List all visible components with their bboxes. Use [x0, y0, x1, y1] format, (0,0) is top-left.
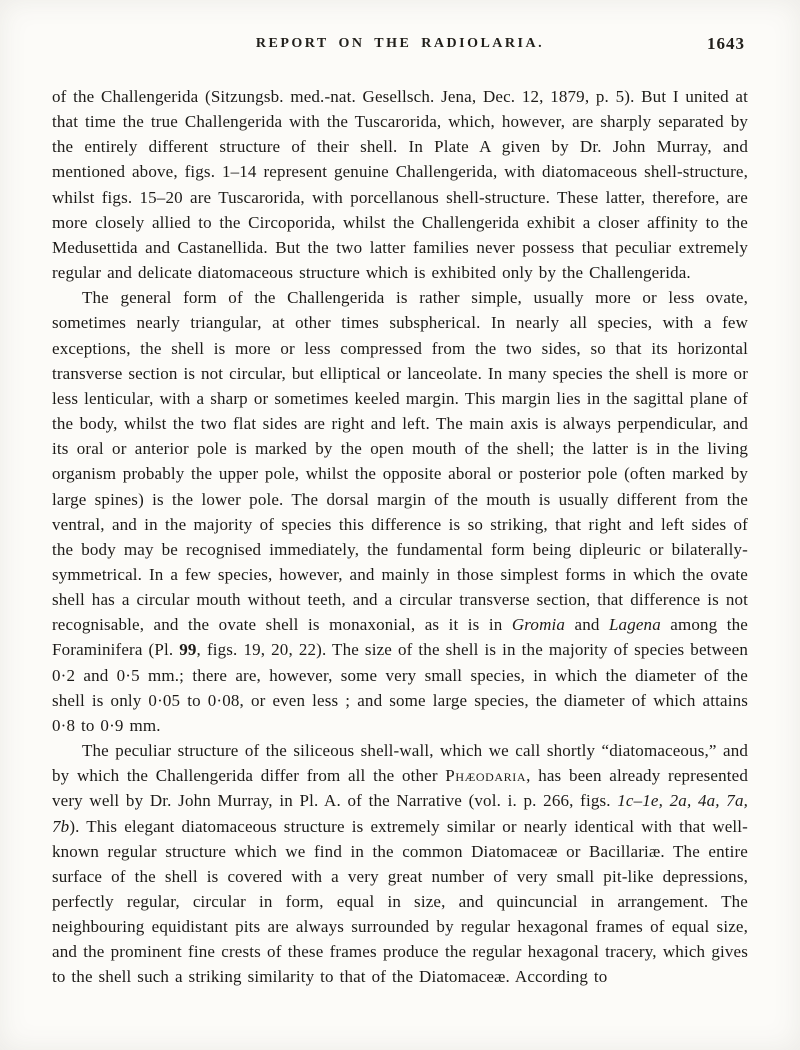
- text-run: of the Challengerida (Sitzungsb. med.-nat. Gesellsch. Jena, Dec. 12, 1879, p. 5). But I united at that time the true Challengerida with the Tuscarorida, which, however, are sharply separated by the entirely different structure of their shell. In Plate A given by Dr. John Murray, and mentioned above, figs. 1–14 represent genuine Challengerida, with diatomaceous shell-structure, whilst figs. 15–20 are Tuscarorida, with porcellanous shell-structure. These latter, therefore, are more closely allied to the Circoporida, whilst the Challengerida exhibit a closer affinity to the Medusettida and Castanellida. But the two latter families never possess that peculiar extremely regular and delicate diatomaceous structure which is exhibited only by the Challengerida.: [52, 87, 748, 283]
- text-run: The peculiar structure of the siliceous shell-wall, which we call shortly “diatomaceous,” and by which the Challengerida differ from all the other: [52, 741, 748, 786]
- text-run: among the Foraminifera (Pl.: [52, 615, 748, 660]
- paragraph: [52, 738, 748, 990]
- text-run: , has been already represented very well by Dr. John Murray, in Pl. A. of the Narrative (vol. i. p. 266, figs.: [52, 766, 748, 811]
- paragraph: [52, 84, 748, 285]
- text-run-bold: 99: [179, 640, 197, 660]
- text-run: The general form of the Challengerida is rather simple, usually more or less ovate, sometimes nearly triangular, at other times subspherical. In nearly all species, with a few exceptions, the shell is more or less compressed from the two sides, so that its horizontal transverse section is not circular, but elliptical or lanceolate. In many species the shell is more or less lenticular, with a sharp or sometimes keeled margin. This margin lies in the sagittal plane of the body, whilst the two flat sides are right and left. The main axis is always perpendicular, and its oral or anterior pole is marked by the open mouth of the shell; the latter is in the living organism probably the upper pole, whilst the opposite aboral or posterior pole (often marked by large spines) is the lower pole. The dorsal margin of the mouth is usually different from the ventral, and in the majority of species this difference is so striking, that right and left sides of the body may be recognised immediately, the fundamental form being dipleuric or bilaterally-symmetrical. In a few species, however, and mainly in those simplest forms in which the ovate shell has a circular mouth without teeth, and a circular transverse section, that difference is not recognisable, and the ovate shell is monaxonial, as it is in: [52, 288, 748, 635]
- text-run-italic: 1c–1e, 2a, 4a, 7a, 7b: [52, 791, 748, 836]
- text-run-italic: Gromia: [511, 615, 566, 635]
- page-body: [52, 84, 748, 990]
- text-run: , figs. 19, 20, 22). The size of the shell is in the majority of species between 0·2 and 0·5 mm.; there are, however, some very small species, in which the diameter of the shell is only 0·05 to 0·08, or even less ; and some large species, the diameter of which attains 0·8 to 0·9 mm.: [52, 640, 748, 735]
- page-number: 1643: [707, 34, 745, 53]
- text-run-italic: Lagena: [608, 615, 661, 635]
- text-run-smallcaps: Phæodaria: [445, 766, 527, 786]
- running-title: REPORT ON THE RADIOLARIA.: [255, 36, 545, 51]
- page-header: [0, 36, 800, 60]
- paragraph: [52, 285, 748, 738]
- text-run: and: [565, 615, 609, 635]
- text-run: ). This elegant diatomaceous structure is extremely similar or nearly identical with that well-known regular structure which we find in the common Diatomaceæ or Bacillariæ. The entire surface of the shell is covered with a very great number of very small pit-like depressions, perfectly regular, circular in form, equal in size, and quincuncial in arrangement. The neighbouring equidistant pits are always surrounded by regular hexagonal frames of equal size, and the prominent fine crests of these frames produce the regular hexagonal tracery, which gives to the shell such a striking similarity to that of the Diatomaceæ. According to: [52, 816, 748, 987]
